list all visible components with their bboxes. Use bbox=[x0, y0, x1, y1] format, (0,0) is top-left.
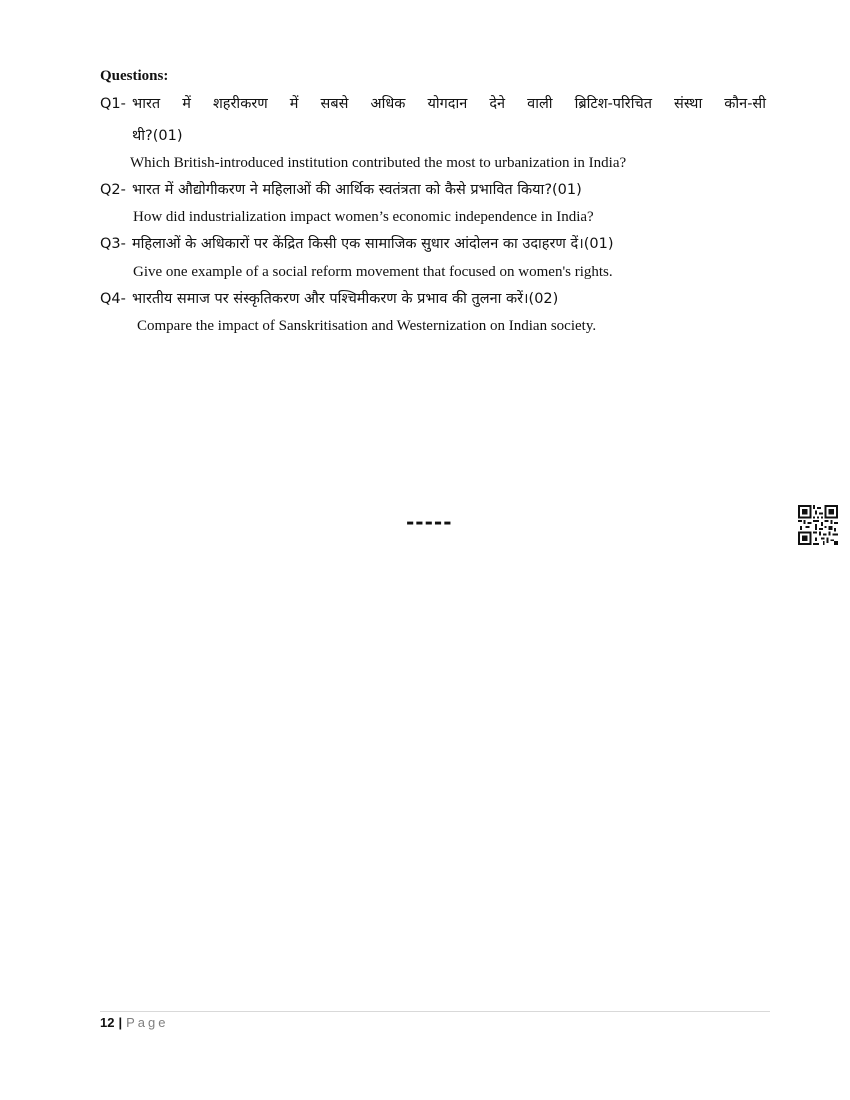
question-4-english: Compare the impact of Sanskritisation and Westernization on Indian society. bbox=[137, 318, 597, 334]
footer-separator: | bbox=[118, 1015, 123, 1030]
question-number: Q3- bbox=[100, 236, 126, 252]
section-separator: ----- bbox=[406, 510, 453, 534]
qr-code-icon[interactable] bbox=[798, 505, 838, 545]
question-1-hindi bbox=[100, 88, 768, 152]
question-2-english: How did industrialization impact women’s economic independence in India? bbox=[133, 209, 594, 225]
question-text: भारत में औद्योगीकरण ने महिलाओं की आर्थिक स्वतंत्रता को कैसे प्रभावित किया?(01) bbox=[132, 182, 582, 198]
question-4-hindi bbox=[100, 283, 768, 315]
question-2-hindi bbox=[100, 174, 768, 206]
page-footer bbox=[100, 1015, 168, 1030]
question-1-english: Which British-introduced institution contributed the most to urbanization in India? bbox=[130, 155, 627, 171]
question-number: Q1- bbox=[100, 96, 126, 112]
questions-heading: Questions: bbox=[100, 68, 169, 84]
question-text: भारतीय समाज पर संस्कृतिकरण और पश्चिमीकरण के प्रभाव की तुलना करें।(02) bbox=[132, 291, 559, 307]
question-number: Q2- bbox=[100, 182, 126, 198]
question-number: Q4- bbox=[100, 291, 126, 307]
footer-divider-line bbox=[100, 1011, 770, 1012]
question-text: महिलाओं के अधिकारों पर केंद्रित किसी एक सामाजिक सुधार आंदोलन का उदाहरण दें।(01) bbox=[132, 236, 614, 252]
question-3-hindi bbox=[100, 228, 768, 260]
question-3-english: Give one example of a social reform movement that focused on women's rights. bbox=[133, 264, 613, 280]
page-number: 12 bbox=[100, 1015, 115, 1030]
page-label: Page bbox=[126, 1015, 169, 1030]
question-text: भारत में शहरीकरण में सबसे अधिक योगदान देने वाली ब्रिटिश-परिचित संस्था कौन-सी bbox=[132, 96, 766, 112]
question-text-continued: थी?(01) bbox=[132, 128, 183, 144]
